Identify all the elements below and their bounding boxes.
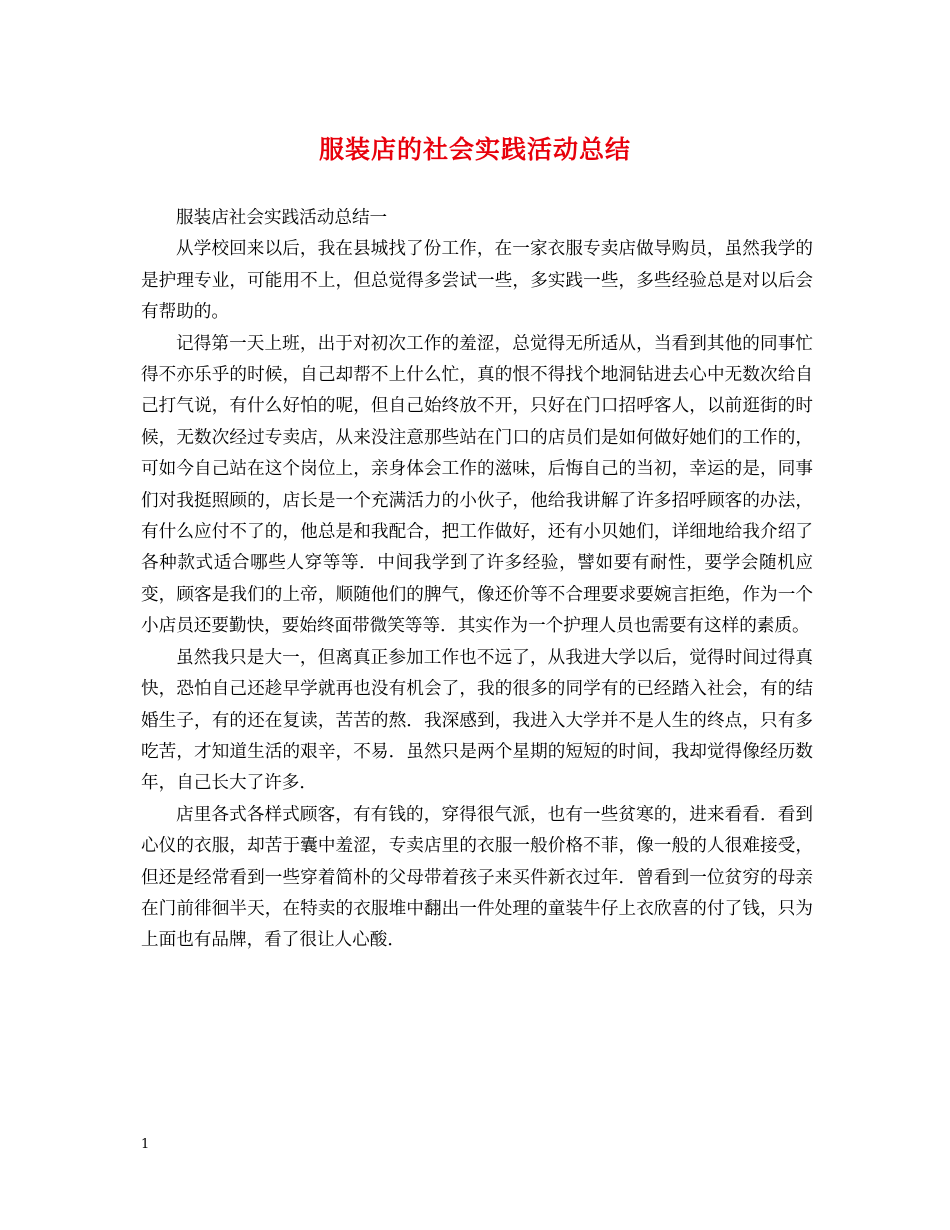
- document-body: [141, 203, 813, 957]
- body-paragraph: 虽然我只是大一，但离真正参加工作也不远了，从我进大学以后，觉得时间过得真快，恐怕自己还趁早学就再也没有机会了，我的很多的同学有的已经踏入社会，有的结婚生子，有的还在复读，苦苦的熬．我深感到，我进入大学并不是人生的终点，只有多吃苦，才知道生活的艰辛，不易．虽然只是两个星期的短短的时间，我却觉得像经历数年，自己长大了许多．: [141, 647, 813, 794]
- document-title: 服装店的社会实践活动总结: [318, 135, 631, 164]
- section-heading: 服装店社会实践活动总结一: [176, 208, 388, 228]
- body-paragraph: 从学校回来以后，我在县城找了份工作，在一家衣服专卖店做导购员，虽然我学的是护理专业，可能用不上，但总觉得多尝试一些，多实践一些，多些经验总是对以后会有帮助的。: [141, 239, 813, 323]
- body-paragraph: 记得第一天上班，出于对初次工作的羞涩，总觉得无所适从，当看到其他的同事忙得不亦乐乎的时候，自己却帮不上什么忙，真的恨不得找个地洞钻进去心中无数次给自己打气说，有什么好怕的呢，但自己始终放不开，只好在门口招呼客人，以前逛街的时候，无数次经过专卖店，从来没注意那些站在门口的店员们是如何做好她们的工作的，可如今自己站在这个岗位上，亲身体会工作的滋味，后悔自己的当初，幸运的是，同事们对我挺照顾的，店长是一个充满活力的小伙子，他给我讲解了许多招呼顾客的办法，有什么应付不了的，他总是和我配合，把工作做好，还有小贝她们，详细地给我介绍了各种款式适合哪些人穿等等．中间我学到了许多经验，譬如要有耐性，要学会随机应变，顾客是我们的上帝，顺随他们的脾气，像还价等不合理要求要婉言拒绝，作为一个小店员还要勤快，要始终面带微笑等等．其实作为一个护理人员也需要有这样的素质。: [141, 333, 813, 637]
- body-paragraph: 店里各式各样式顾客，有有钱的，穿得很气派，也有一些贫寒的，进来看看．看到心仪的衣服，却苦于囊中羞涩，专卖店里的衣服一般价格不菲，像一般的人很难接受，但还是经常看到一些穿着简朴的父母带着孩子来买件新衣过年．曾看到一位贫穷的母亲在门前徘徊半天，在特卖的衣服堆中翻出一件处理的童装牛仔上衣欣喜的付了钱，只为上面也有品牌，看了很让人心酸．: [141, 804, 813, 951]
- page-number: 1: [141, 1137, 150, 1152]
